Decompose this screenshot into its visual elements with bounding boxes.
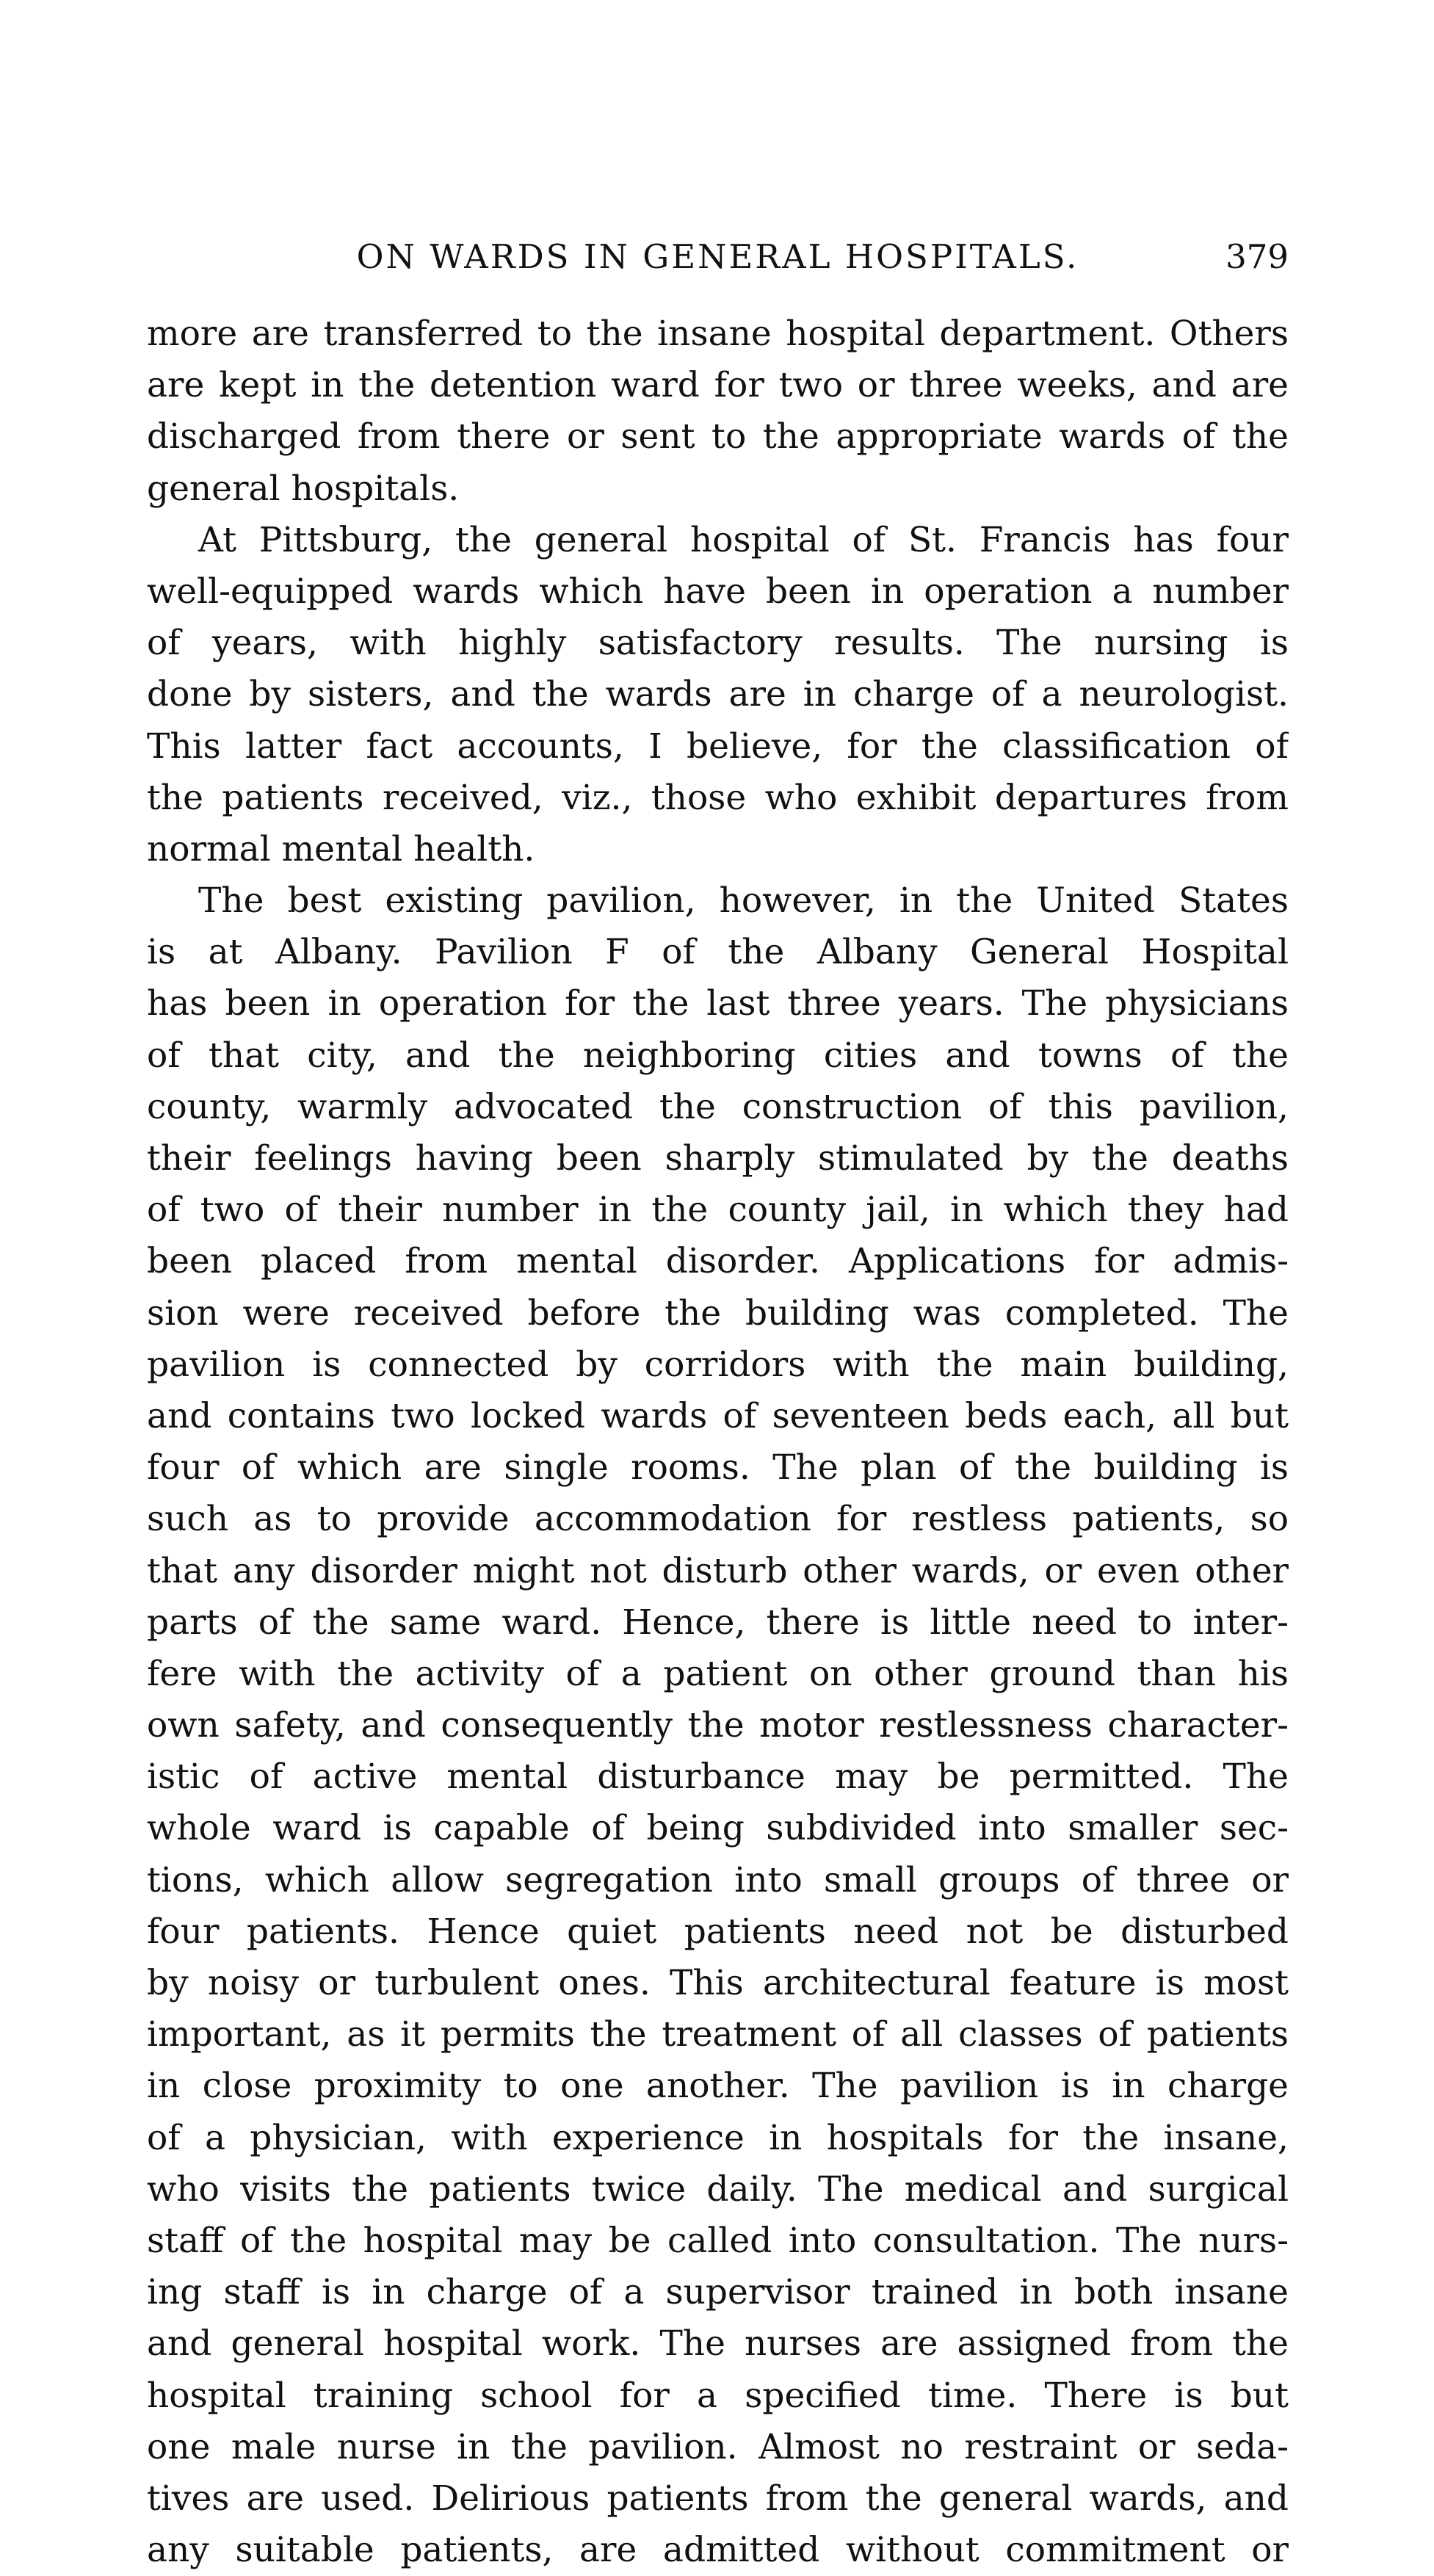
- text-line: of two of their number in the county jail, in which they had: [147, 1190, 1289, 1231]
- text-line: hospital training school for a specified time. There is but: [147, 2375, 1289, 2416]
- page-number: 379: [1225, 237, 1289, 276]
- text-line: The best existing pavilion, however, in the United States: [198, 880, 1289, 922]
- text-line: staff of the hospital may be called into consultation. The nurs-: [147, 2220, 1289, 2261]
- body-text: [147, 308, 1289, 2576]
- running-title: ON WARDS IN GENERAL HOSPITALS.: [356, 237, 1079, 276]
- text-line: are kept in the detention ward for two or three weeks, and are: [147, 365, 1289, 406]
- text-line: tives are used. Delirious patients from the general wards, and: [147, 2478, 1289, 2519]
- text-line: four patients. Hence quiet patients need not be disturbed: [147, 1911, 1289, 1952]
- text-line: of years, with highly satisfactory results. The nursing is: [147, 623, 1289, 664]
- text-line: At Pittsburg, the general hospital of St. Francis has four: [198, 519, 1289, 560]
- text-line: tions, which allow segregation into small groups of three or: [147, 1859, 1289, 1900]
- text-line: normal mental health.: [147, 828, 535, 869]
- text-line: of that city, and the neighboring cities and towns of the: [147, 1035, 1289, 1076]
- text-line: the patients received, viz., those who exhibit departures from: [147, 777, 1289, 818]
- text-line: ing staff is in charge of a supervisor trained in both insane: [147, 2272, 1289, 2313]
- text-line: and contains two locked wards of seventeen beds each, all but: [147, 1395, 1289, 1436]
- text-line: that any disorder might not disturb other wards, or even other: [147, 1550, 1289, 1591]
- text-line: sion were received before the building was completed. The: [147, 1292, 1289, 1334]
- text-line: who visits the patients twice daily. The medical and surgical: [147, 2168, 1289, 2210]
- text-line: done by sisters, and the wards are in charge of a neurologist.: [147, 674, 1289, 715]
- page-header: [147, 235, 1289, 279]
- text-line: county, warmly advocated the construction of this pavilion,: [147, 1086, 1289, 1127]
- text-line: more are transferred to the insane hospital department. Others: [147, 314, 1289, 354]
- text-line: own safety, and consequently the motor restlessness character-: [147, 1705, 1289, 1746]
- text-line: been placed from mental disorder. Applications for admis-: [147, 1241, 1289, 1282]
- text-line: fere with the activity of a patient on other ground than his: [147, 1653, 1289, 1694]
- text-line: pavilion is connected by corridors with the main building,: [147, 1344, 1289, 1385]
- text-line: and general hospital work. The nurses are assigned from the: [147, 2323, 1289, 2365]
- text-line: well-equipped wards which have been in operation a number: [147, 571, 1289, 612]
- text-line: of a physician, with experience in hospitals for the insane,: [147, 2117, 1289, 2158]
- text-line: istic of active mental disturbance may be permitted. The: [147, 1756, 1289, 1798]
- text-line: one male nurse in the pavilion. Almost no restraint or seda-: [147, 2426, 1289, 2467]
- text-line: is at Albany. Pavilion F of the Albany General Hospital: [147, 932, 1289, 973]
- text-line: discharged from there or sent to the appropriate wards of the: [147, 416, 1289, 457]
- text-line: important, as it permits the treatment of all classes of patients: [147, 2014, 1289, 2055]
- text-line: by noisy or turbulent ones. This architectural feature is most: [147, 1963, 1289, 2003]
- text-line: general hospitals.: [147, 468, 460, 509]
- text-line: four of which are single rooms. The plan of the building is: [147, 1447, 1289, 1488]
- text-line: parts of the same ward. Hence, there is little need to inter-: [147, 1602, 1289, 1643]
- text-line: in close proximity to one another. The pavilion is in charge: [147, 2066, 1289, 2107]
- text-line: has been in operation for the last three years. The physicians: [147, 983, 1289, 1024]
- text-line: This latter fact accounts, I believe, for the classification of: [147, 726, 1289, 767]
- text-line: their feelings having been sharply stimulated by the deaths: [147, 1138, 1289, 1179]
- text-line: any suitable patients, are admitted without commitment or: [147, 2530, 1289, 2571]
- text-line: whole ward is capable of being subdivided into smaller sec-: [147, 1808, 1289, 1849]
- text-line: such as to provide accommodation for restless patients, so: [147, 1499, 1289, 1540]
